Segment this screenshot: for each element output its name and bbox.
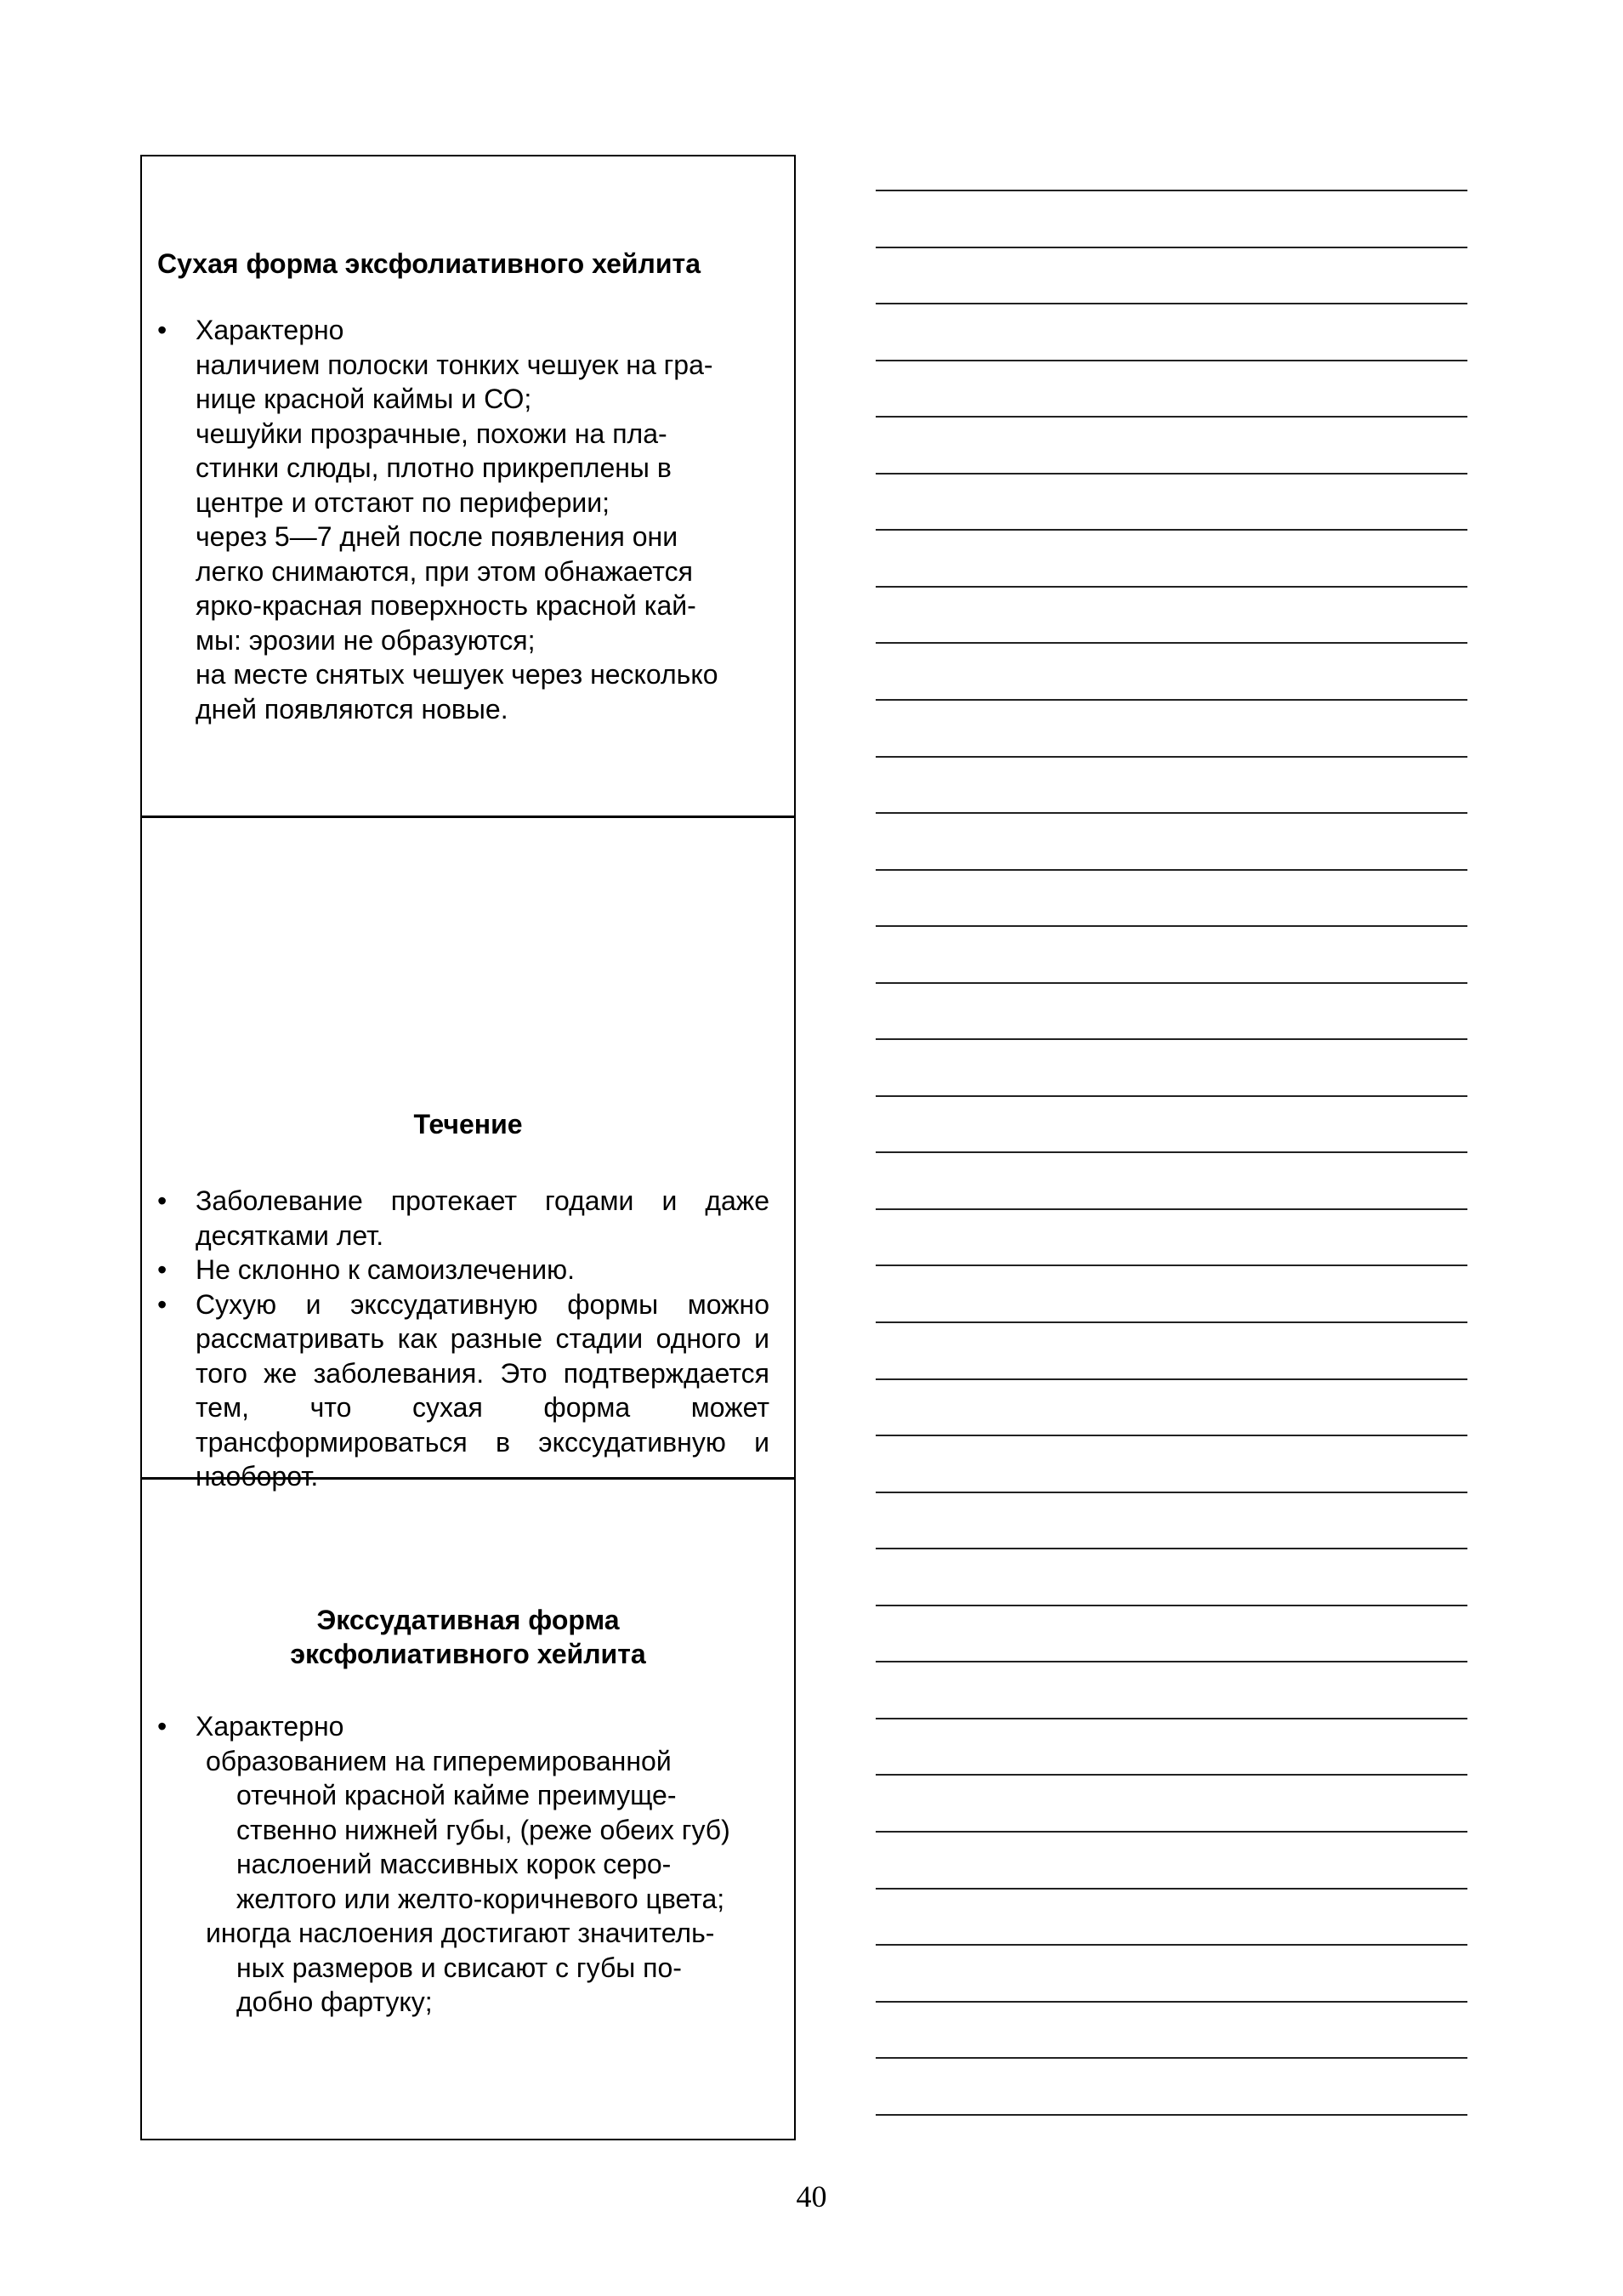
slide-exudative-form — [140, 1478, 796, 2140]
text-line: центре и отстают по периферии; — [196, 486, 610, 518]
text-line: желтого или желто-коричневого цвета; — [236, 1883, 725, 1914]
note-line — [876, 2114, 1467, 2116]
note-line — [876, 529, 1467, 531]
text-line: образованием на гиперемированной — [206, 1745, 672, 1776]
note-line — [876, 1038, 1467, 1040]
text-line: иногда наслоения достигают значитель- — [206, 1918, 715, 1948]
list-item — [157, 1184, 769, 1253]
note-line — [876, 1435, 1467, 1436]
note-line — [876, 812, 1467, 814]
note-line — [876, 1265, 1467, 1266]
note-line — [876, 1831, 1467, 1833]
slide-body — [157, 1184, 769, 1494]
note-line — [876, 982, 1467, 984]
text-line: ственно нижней губы, (реже обеих губ) — [236, 1814, 730, 1845]
list-item — [157, 1253, 769, 1287]
note-line — [876, 1492, 1467, 1493]
list-item — [157, 313, 769, 348]
slide-title: Течение — [413, 1109, 523, 1139]
note-line — [876, 2057, 1467, 2059]
slide-title-line: Экссудативная форма — [316, 1605, 620, 1635]
text-line: дней появляются новые. — [196, 693, 508, 725]
note-line — [876, 1378, 1467, 1380]
note-line — [876, 247, 1467, 248]
note-line — [876, 586, 1467, 588]
text-line: наличием полоски тонких чешуек на гра- — [196, 349, 713, 380]
text-line: на месте снятых чешуек через несколько — [196, 659, 718, 690]
note-line — [876, 1718, 1467, 1719]
list-item — [157, 1709, 769, 1744]
note-line — [876, 925, 1467, 927]
slide-title-line: эксфолиативного хейлита — [290, 1639, 646, 1669]
text-line: нице красной каймы и СО; — [196, 384, 532, 414]
note-line — [876, 756, 1467, 758]
slide-body — [157, 313, 769, 726]
bullet-icon: • — [157, 1185, 167, 1216]
note-line — [876, 303, 1467, 304]
note-line — [876, 1774, 1467, 1776]
note-line — [876, 190, 1467, 191]
note-line — [876, 1321, 1467, 1323]
note-line — [876, 1661, 1467, 1662]
notes-lines-area — [876, 0, 1467, 2296]
note-line — [876, 699, 1467, 701]
text-line: мы: эрозии не образуются; — [196, 624, 536, 656]
note-line — [876, 473, 1467, 475]
note-line — [876, 1548, 1467, 1549]
note-line — [876, 1944, 1467, 1946]
slide-body — [157, 1709, 769, 2020]
note-line — [876, 2001, 1467, 2003]
bullet-icon: • — [157, 1288, 167, 1320]
text-line: добно фартуку; — [236, 1986, 433, 2017]
text-line: наслоений массивных корок серо- — [236, 1849, 672, 1879]
note-line — [876, 869, 1467, 871]
text-line: чешуйки прозрачные, похожи на пла- — [196, 418, 667, 449]
text-line: отечной красной кайме преимуще- — [236, 1780, 677, 1810]
bullet-icon: • — [157, 1254, 167, 1285]
note-line — [876, 360, 1467, 361]
note-line — [876, 416, 1467, 418]
slide-title — [142, 1603, 794, 1671]
text-line: стинки слюды, плотно прикреплены в — [196, 452, 672, 483]
note-line — [876, 642, 1467, 644]
note-line — [876, 1095, 1467, 1097]
bullet-icon: • — [157, 315, 167, 345]
page-number: 40 — [796, 2179, 827, 2214]
note-line — [876, 1888, 1467, 1890]
note-line — [876, 1151, 1467, 1153]
list-item — [157, 1287, 769, 1494]
text-line: ярко-красная поверхность красной кай- — [196, 590, 696, 621]
list-item-text: Заболевание протекает годами и даже десятками лет. — [196, 1185, 769, 1251]
slide-title: Сухая форма эксфолиативного хейлита — [157, 248, 701, 279]
list-item-text: Характерно — [196, 315, 344, 345]
list-item-text: Характерно — [196, 1711, 344, 1742]
list-item-text: Сухую и экссудативную формы можно рассматривать как разные стадии одного и того же заболевания. Это подтверждается тем, что сухая форма может трансформироваться в экссудативную и наоборот. — [196, 1288, 769, 1492]
note-line — [876, 1605, 1467, 1606]
slide-course — [140, 816, 796, 1492]
bullet-icon: • — [157, 1711, 167, 1742]
text-line: легко снимаются, при этом обнажается — [196, 555, 693, 587]
text-line: ных размеров и свисают с губы по- — [236, 1952, 682, 1983]
slide-dry-form — [140, 155, 796, 817]
text-line: через 5—7 дней после появления они — [196, 521, 678, 552]
list-item-text: Не склонно к самоизлечению. — [196, 1254, 575, 1285]
note-line — [876, 1208, 1467, 1210]
